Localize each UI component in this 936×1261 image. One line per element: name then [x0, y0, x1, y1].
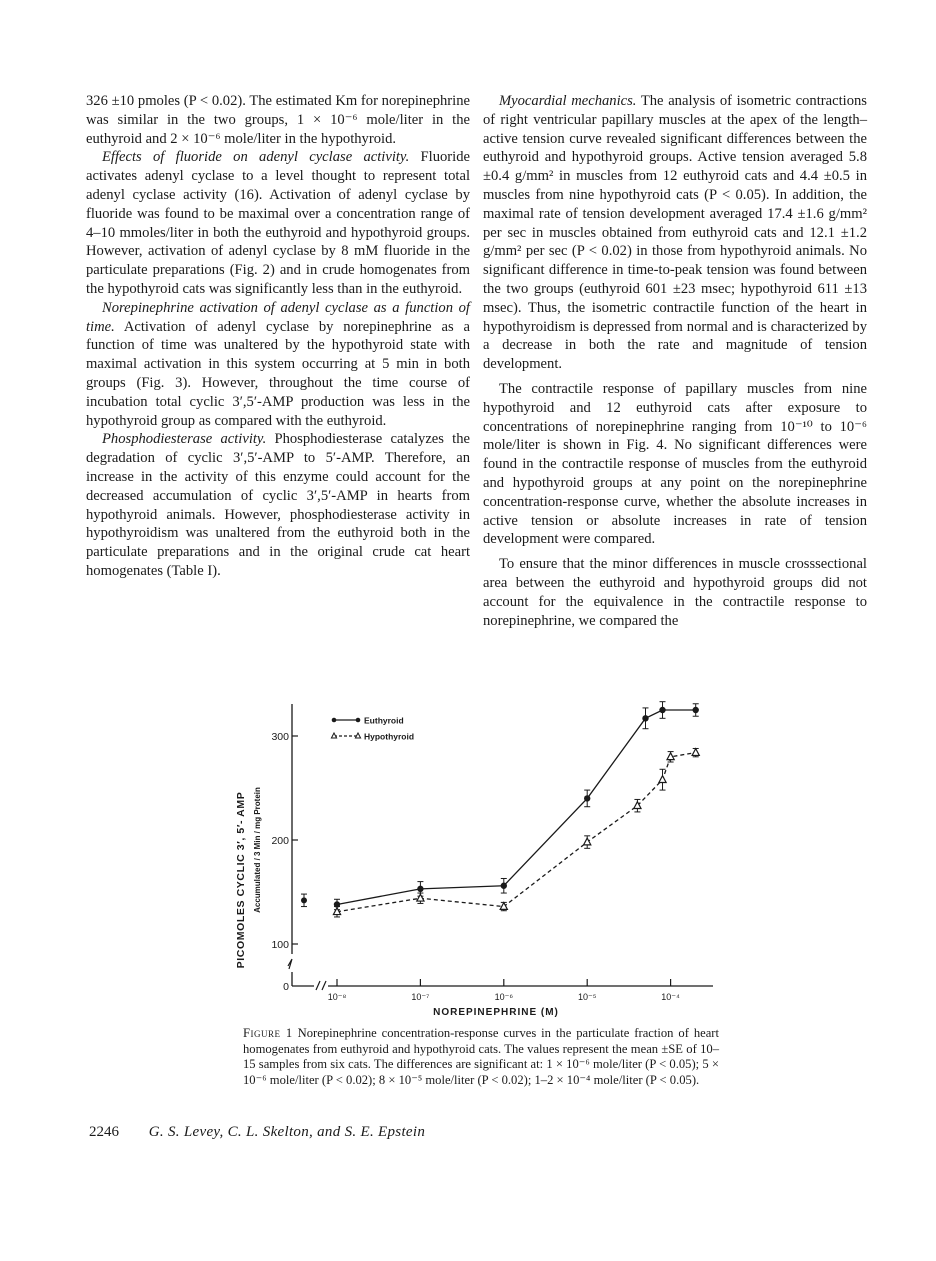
body-phosphodiesterase: Phosphodiesterase catalyzes the degradation of cyclic 3′,5′-AMP to 5′-AMP. Therefore, an increase in the activity of this enzyme could account for the decreased accumulation of cyclic 3′,5′-AMP in hearts from hypothyroid animals. However, phosphodiesterase activity in hypothyroidism was unaltered from the euthyroid both in the particulate preparations and in the original crude cat heart homogenates (Table I).: [86, 431, 470, 579]
paragraph-cross-section: To ensure that the minor differences in muscle crosssectional area between the euthyroid and hypothyroid groups did not account for the equivalence in the contractile response to norepinephrine, we compared the: [483, 556, 867, 629]
hypothyroid-data-point: [417, 894, 424, 901]
body-mechanics: The analysis of isometric contractions of right ventricular papillary muscles at the apex of the length–active tension curve revealed significant differences between the euthyroid and hypothyroid groups. Active tension averaged 5.8 ±0.4 g/mm² in muscles from 12 euthyroid cats and 4.4 ±0.5 in muscles from nine hypothyroid cats (P < 0.05). In addition, the maximal rate of tension development averaged 17.4 ±1.6 g/mm² per sec in muscles obtained from euthyroid cats and 12.1 ±1.2 g/mm² per sec (P < 0.02) in those from hypothyroid animals. No significant difference in time-to-peak tension was found between the two groups (euthyroid 601 ±23 msec; hypothyroid 611 ±13 msec). Thus, the isometric contractile function of the heart in hypothyroidism is depressed from normal and is characterized by a decrease in both the rate and magnitude of tension development.: [483, 93, 867, 373]
caption-text: Norepinephrine concentration-response curves in the particulate fraction of heart homogenates from euthyroid and hypothyroid cats. The values represent the mean ±SE of 10–15 samples from six cats. The differences are significant at: 1 × 10⁻⁶ mole/liter (P < 0.05); 5 × 10⁻⁶ mole/liter (P < 0.02); 8 × 10⁻⁵ mole/liter (P < 0.02); 1–2 × 10⁻⁴ mole/liter (P < 0.05).: [243, 1026, 719, 1087]
x-axis-break: [316, 981, 326, 990]
heading-fluoride: Effects of fluoride on adenyl cyclase activity.: [102, 149, 410, 166]
y-tick-label: 300: [271, 731, 289, 743]
paragraph-phosphodiesterase: [86, 430, 470, 580]
paragraph-contractile: The contractile response of papillary muscles from nine hypothyroid and 12 euthyroid cats after exposure to concentrations of norepinephrine ranging from 10⁻¹⁰ to 10⁻⁶ mole/liter is shown in Fig. 4. No significant differences were found in the contractile response of muscles from the euthyroid and hypothyroid groups at any point on the norepinephrine concentration-response curve, whether the absolute increases in active tension or absolute increases in rate of tension development were compared.: [483, 380, 867, 548]
euthyroid-data-point: [417, 886, 423, 892]
right-column: [483, 92, 867, 630]
heading-mechanics: Myocardial mechanics.: [499, 93, 637, 109]
paragraph-fluoride: [86, 148, 470, 298]
caption-label: Figure 1: [243, 1026, 293, 1040]
euthyroid-data-point: [501, 883, 507, 889]
legend: [331, 716, 414, 742]
figure-1: [230, 690, 730, 1030]
axes: [271, 704, 713, 1002]
running-authors: G. S. Levey, C. L. Skelton, and S. E. Epstein: [148, 1124, 426, 1140]
x-tick-label: 10⁻⁷: [411, 992, 430, 1002]
x-tick-label: 10⁻⁵: [577, 992, 597, 1002]
hypothyroid-series-line: [337, 753, 696, 912]
hypothyroid-data-point: [584, 838, 591, 845]
heading-phosphodiesterase: Phosphodiesterase activity.: [102, 431, 267, 448]
x-tick-label: 10⁻⁸: [327, 992, 347, 1002]
series-layer: [301, 702, 699, 917]
euthyroid-data-point: [693, 707, 699, 713]
y-axis-label: PICOMOLES CYCLIC 3′, 5′- AMP: [235, 791, 247, 969]
legend-marker: [356, 718, 361, 723]
body-time: Activation of adenyl cyclase by norepinephrine as a function of time was unaltered by the hypothyroid state with maximal activation in this system occurring at 5 min in both groups (Fig. 3). However, throughout the time course of incubation total cyclic 3′,5′-AMP production was less in the hypothyroid group as compared with the euthyroid.: [86, 318, 470, 429]
euthyroid-data-point: [642, 715, 648, 721]
legend-label: Euthyroid: [364, 715, 404, 726]
legend-marker: [331, 733, 336, 738]
left-column: [86, 92, 470, 581]
basal-point: [301, 897, 307, 903]
x-axis-label: NOREPINEPHRINE (M): [433, 1007, 559, 1018]
hypothyroid-data-point: [692, 749, 699, 756]
legend-marker: [332, 718, 337, 723]
y-tick-label: 200: [271, 835, 289, 847]
euthyroid-data-point: [584, 795, 590, 801]
heading-time: Norepinephrine activation of adenyl cyclase as a function of time.: [86, 299, 470, 335]
y-tick-label: 0: [283, 981, 289, 993]
page-number: 2246: [89, 1124, 119, 1140]
y-axis-sublabel: Accumulated / 3 Min / mg Protein: [253, 787, 262, 913]
figure-caption: [243, 1026, 719, 1088]
page-footer: [89, 1124, 425, 1141]
x-tick-label: 10⁻⁴: [661, 992, 680, 1002]
hypothyroid-data-point: [659, 776, 666, 783]
paragraph-mechanics: [483, 92, 867, 374]
paragraph-time: [86, 299, 470, 431]
hypothyroid-data-point: [667, 753, 674, 760]
paragraph-km: 326 ±10 pmoles (P < 0.02). The estimated Km for norepinephrine was similar in the two groups, 1 × 10⁻⁶ mole/liter in the euthyroid and 2 × 10⁻⁶ mole/liter in the hypothyroid.: [86, 93, 470, 147]
legend-label: Hypothyroid: [364, 731, 415, 742]
body-fluoride: Fluoride activates adenyl cyclase to a level thought to represent total adenyl cyclase activity (16). Activation of adenyl cyclase by fluoride was found to be maximal over a concentration range of 4–10 mmoles/liter in both the euthyroid and hypothyroid groups. However, activation of adenyl cyclase by 8 mM fluoride in the particulate preparations (Fig. 2) and in crude homogenates from the hypothyroid cats was significantly less than in the euthyroid.: [86, 149, 470, 297]
x-tick-label: 10⁻⁶: [494, 992, 514, 1002]
y-tick-label: 100: [271, 939, 289, 951]
legend-marker: [355, 733, 360, 738]
concentration-response-chart: [230, 690, 730, 1030]
y-axis-break: [288, 959, 292, 969]
euthyroid-data-point: [659, 707, 665, 713]
hypothyroid-data-point: [500, 903, 507, 910]
